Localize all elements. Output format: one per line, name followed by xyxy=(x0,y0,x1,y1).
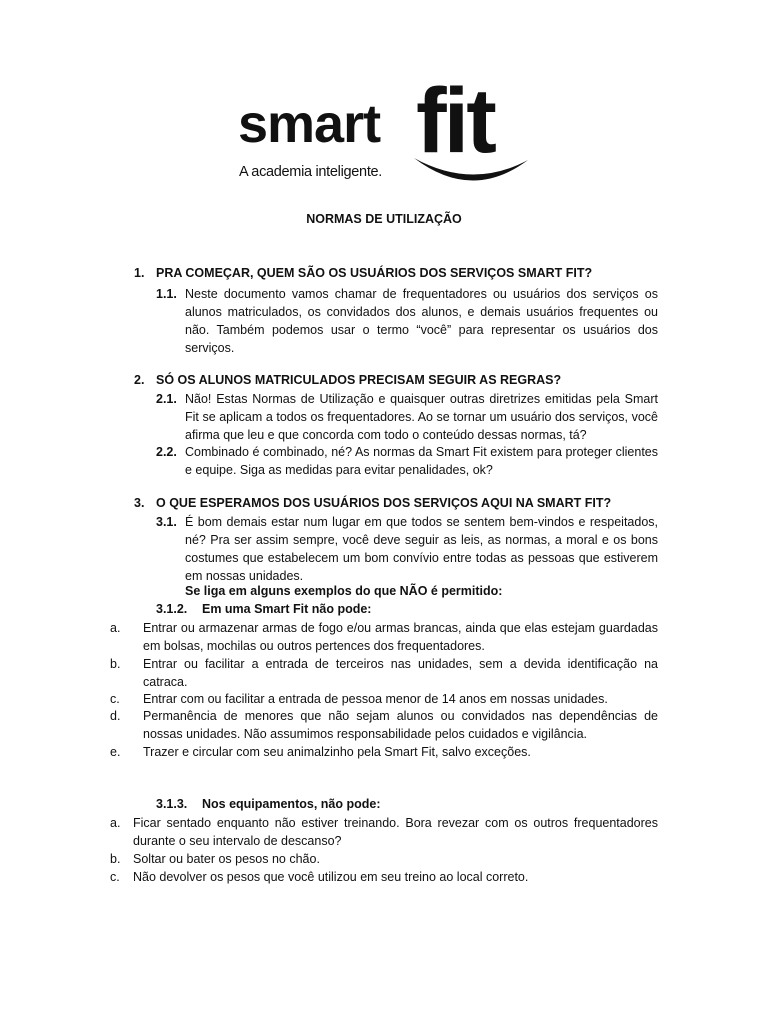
list-item-marker: c. xyxy=(110,870,120,884)
section-3-number: 3. xyxy=(134,496,145,510)
smart-fit-logo xyxy=(236,84,536,194)
list-item xyxy=(110,690,658,708)
list-item-text: Entrar ou armazenar armas de fogo e/ou armas brancas, ainda que elas estejam guardadas em bolsas, mochilas ou outros pertences dos frequentadores. xyxy=(143,621,658,653)
list-item xyxy=(110,619,658,655)
paragraph-3-1 xyxy=(156,513,658,585)
list-item-text: Ficar sentado enquanto não estiver treinando. Bora revezar com os outros frequentadores durante o seu intervalo de descanso? xyxy=(133,816,658,848)
paragraph-2-2 xyxy=(156,443,658,479)
list-item-marker: b. xyxy=(110,852,121,866)
list-item xyxy=(110,850,658,868)
list-item-text: Entrar com ou facilitar a entrada de pessoa menor de 14 anos em nossas unidades. xyxy=(143,692,608,706)
page-title: NORMAS DE UTILIZAÇÃO xyxy=(306,212,462,226)
logo-word-fit: fit xyxy=(416,84,494,172)
paragraph-2-1-text: Não! Estas Normas de Utilização e quaisquer outras diretrizes emitidas pela Smart Fit se aplicam a todos os frequentadores. Ao se tornar um usuário dos serviços, você afirma que leu e que concorda com todo o conteúdo dessas normas, tá? xyxy=(185,392,658,442)
list-item-marker: a. xyxy=(110,816,121,830)
subsection-3-1-3-heading xyxy=(156,797,381,811)
logo-word-smart: smart xyxy=(238,94,381,154)
list-item-marker: d. xyxy=(110,709,121,723)
subsection-3-1-2-heading xyxy=(156,602,371,616)
list-item xyxy=(110,707,658,743)
list-item-text: Soltar ou bater os pesos no chão. xyxy=(133,852,320,866)
subsection-3-1-3-number: 3.1.3. xyxy=(156,797,188,811)
list-item-marker: b. xyxy=(110,657,121,671)
section-1-number: 1. xyxy=(134,266,145,280)
examples-intro: Se liga em alguns exemplos do que NÃO é permitido: xyxy=(185,584,503,598)
paragraph-2-2-text: Combinado é combinado, né? As normas da Smart Fit existem para proteger clientes e equipe. Siga as medidas para evitar penalidades, ok? xyxy=(185,445,658,477)
paragraph-1-1-text: Neste documento vamos chamar de frequentadores ou usuários dos serviços os alunos matriculados, os convidados dos alunos, e demais usuários frequentes ou não. Também podemos usar o termo “você” para representar os usuários dos serviços. xyxy=(185,287,658,355)
list-item-text: Trazer e circular com seu animalzinho pela Smart Fit, salvo exceções. xyxy=(143,745,531,759)
logo-tagline: A academia inteligente. xyxy=(239,164,383,180)
paragraph-2-1 xyxy=(156,390,658,444)
section-3-heading-text: O QUE ESPERAMOS DOS USUÁRIOS DOS SERVIÇOS AQUI NA SMART FIT? xyxy=(156,496,612,510)
list-item-marker: c. xyxy=(110,692,120,706)
section-2-heading-text: SÓ OS ALUNOS MATRICULADOS PRECISAM SEGUIR AS REGRAS? xyxy=(156,373,562,387)
list-item xyxy=(110,868,658,886)
list-item-marker: a. xyxy=(110,621,121,635)
list-item-marker: e. xyxy=(110,745,121,759)
list-item-text: Permanência de menores que não sejam alunos ou convidados nas dependências de nossas unidades. Não assumimos responsabilidade pelos cuidados e vigilância. xyxy=(143,709,658,741)
list-item xyxy=(110,655,658,691)
subsection-3-1-2-number: 3.1.2. xyxy=(156,602,188,616)
paragraph-2-1-number: 2.1. xyxy=(156,392,177,406)
subsection-3-1-3-heading-text: Nos equipamentos, não pode: xyxy=(202,797,381,811)
paragraph-3-1-text: É bom demais estar num lugar em que todos se sentem bem-vindos e respeitados, né? Pra ser assim sempre, você deve seguir as leis, as normas, a moral e os bons costumes que estabelecem um bom convívio entre todas as pessoas que estiverem em nossas unidades. xyxy=(185,515,658,583)
list-item-text: Não devolver os pesos que você utilizou em seu treino ao local correto. xyxy=(133,870,529,884)
section-2-heading xyxy=(134,373,561,387)
paragraph-1-1 xyxy=(156,285,658,357)
list-item xyxy=(110,814,658,850)
list-item xyxy=(110,743,658,761)
section-1-heading xyxy=(134,266,592,280)
subsection-3-1-2-heading-text: Em uma Smart Fit não pode: xyxy=(202,602,372,616)
list-item-text: Entrar ou facilitar a entrada de terceiros nas unidades, sem a devida identificação na catraca. xyxy=(143,657,658,689)
section-3-heading xyxy=(134,496,611,510)
section-1-heading-text: PRA COMEÇAR, QUEM SÃO OS USUÁRIOS DOS SERVIÇOS SMART FIT? xyxy=(156,266,593,280)
paragraph-3-1-number: 3.1. xyxy=(156,515,177,529)
section-2-number: 2. xyxy=(134,373,145,387)
paragraph-2-2-number: 2.2. xyxy=(156,445,177,459)
paragraph-1-1-number: 1.1. xyxy=(156,287,177,301)
